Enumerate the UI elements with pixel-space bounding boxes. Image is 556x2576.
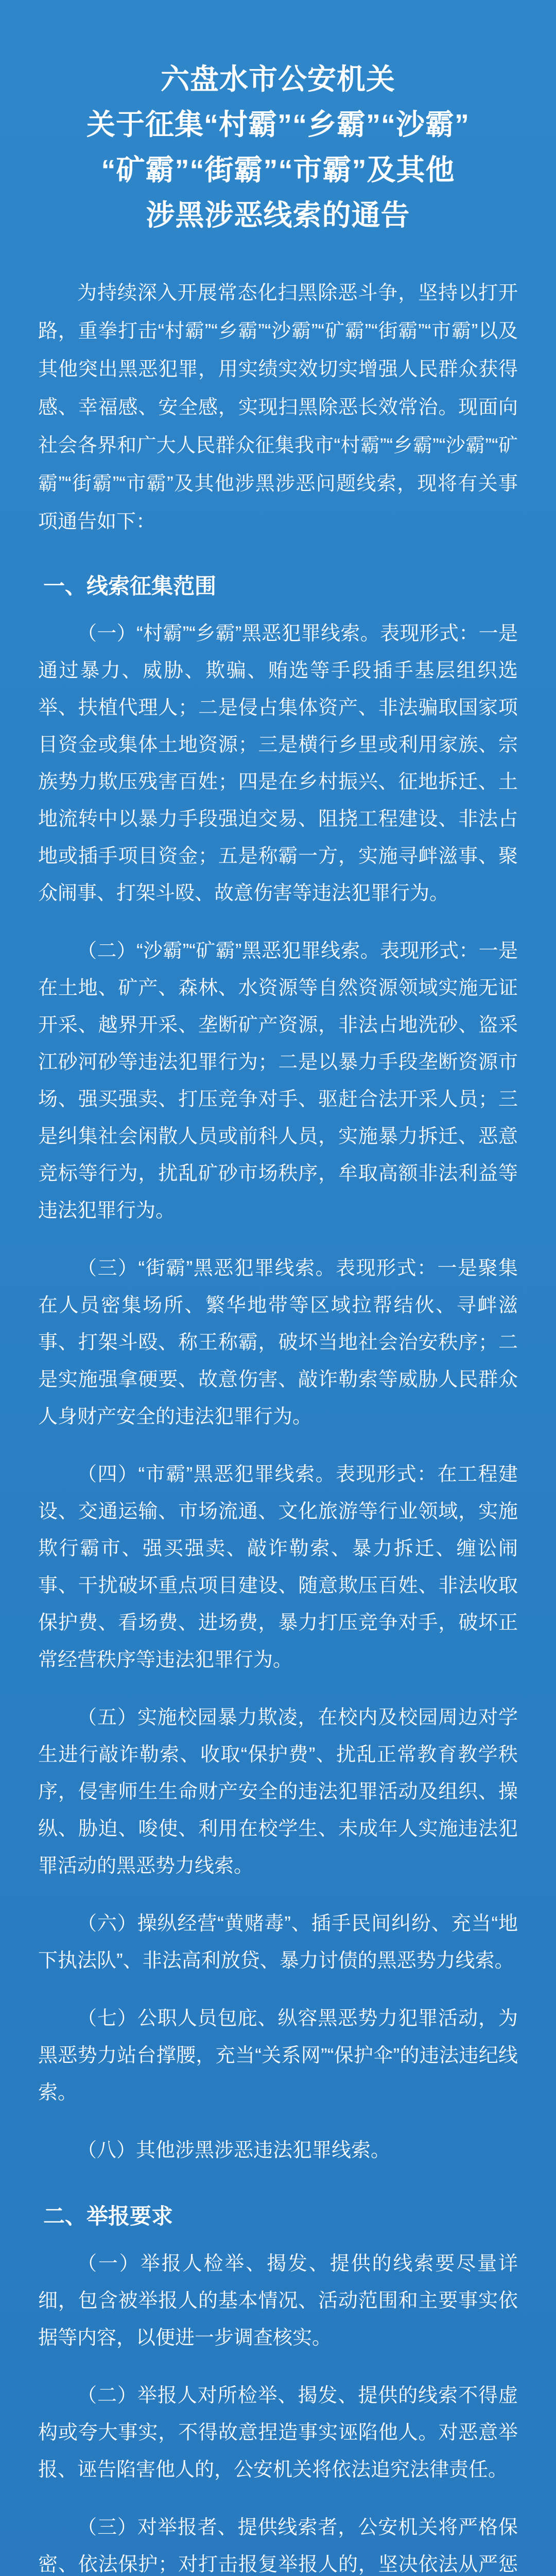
title-line: 六盘水市公安机关 bbox=[161, 63, 395, 95]
title-line: “矿霸”“街霸”“市霸”及其他 bbox=[101, 154, 455, 186]
section-paragraph: （二）举报人对所检举、揭发、提供的线索不得虚构或夸大事实，不得故意捏造事实诬陷他人。对恶意举报、诬告陷害他人的，公安机关将依法追究法律责任。 bbox=[38, 2385, 518, 2481]
section-paragraph: （一）“村霸”“乡霸”黑恶犯罪线索。表现形式：一是通过暴力、威胁、欺骗、贿选等手段插手基层组织选举、扶植代理人；二是侵占集体资产、非法骗取国家项目资金或集体土地资源；三是横行乡里或利用家族、宗族势力欺压残害百姓；四是在乡村振兴、征地拆迁、土地流转中以暴力手段强迫交易、阻挠工程建设、非法占地或插手项目资金；五是称霸一方，实施寻衅滋事、聚众闹事、打架斗殴、故意伤害等违法犯罪行为。 bbox=[38, 623, 518, 904]
notice-title bbox=[38, 0, 518, 238]
section-paragraph: （七）公职人员包庇、纵容黑恶势力犯罪活动，为黑恶势力站台撑腰，充当“关系网”“保护伞”的违法违纪线索。 bbox=[38, 2008, 518, 2104]
section-heading: 一、线索征集范围 bbox=[43, 574, 217, 598]
section-paragraph: （四）“市霸”黑恶犯罪线索。表现形式：在工程建设、交通运输、市场流通、文化旅游等行业领域，实施欺行霸市、强买强卖、敲诈勒索、暴力拆迁、缠讼闹事、干扰破坏重点项目建设、随意欺压百姓、非法收取保护费、看场费、进场费，暴力打压竞争对手，破坏正常经营秩序等违法犯罪行为。 bbox=[38, 1464, 518, 1671]
intro-paragraph: 为持续深入开展常态化扫黑除恶斗争，坚持以打开路，重拳打击“村霸”“乡霸”“沙霸”“矿霸”“街霸”“市霸”以及其他突出黑恶犯罪，用实绩实效切实增强人民群众获得感、幸福感、安全感，实现扫黑除恶长效常治。现面向社会各界和广大人民群众征集我市“村霸”“乡霸”“沙霸”“矿霸”“街霸”“市霸”及其他涉黑涉恶问题线索，现将有关事项通告如下： bbox=[38, 282, 518, 533]
section-paragraph: （三）对举报者、提供线索者，公安机关将严格保密、依法保护；对打击报复举报人的，坚决依法从严惩 bbox=[38, 2517, 518, 2575]
title-line: 关于征集“村霸”“乡霸”“沙霸” bbox=[86, 108, 470, 141]
section-paragraph: （六）操纵经营“黄赌毒”、插手民间纠纷、充当“地下执法队”、非法高利放贷、暴力讨债的黑恶势力线索。 bbox=[38, 1913, 518, 1972]
section-heading: 二、举报要求 bbox=[43, 2204, 173, 2228]
section-paragraph: （八）其他涉黑涉恶违法犯罪线索。 bbox=[77, 2140, 391, 2161]
section-paragraph: （二）“沙霸”“矿霸”黑恶犯罪线索。表现形式：一是在土地、矿产、森林、水资源等自然资源领域实施无证开采、越界开采、垄断矿产资源，非法占地洗砂、盗采江砂河砂等违法犯罪行为；二是以暴力手段垄断资源市场、强买强卖、打压竞争对手、驱赶合法开采人员；三是纠集社会闲散人员或前科人员，实施暴力拆迁、恶意竞标等行为，扰乱矿砂市场秩序，牟取高额非法利益等违法犯罪行为。 bbox=[38, 940, 518, 1222]
section-paragraph: （五）实施校园暴力欺凌，在校内及校园周边对学生进行敲诈勒索、收取“保护费”、扰乱正常教育教学秩序，侵害师生生命财产安全的违法犯罪活动及组织、操纵、胁迫、唆使、利用在校学生、未成年人实施违法犯罪活动的黑恶势力线索。 bbox=[38, 1707, 518, 1877]
section-paragraph: （三）“街霸”黑恶犯罪线索。表现形式：一是聚集在人员密集场所、繁华地带等区域拉帮结伙、寻衅滋事、打架斗殴、称王称霸，破坏当地社会治安秩序；二是实施强拿硬要、故意伤害、敲诈勒索等威胁人民群众人身财产安全的违法犯罪行为。 bbox=[38, 1258, 518, 1428]
title-line: 涉黑涉恶线索的通告 bbox=[146, 199, 410, 231]
section-paragraph: （一）举报人检举、揭发、提供的线索要尽量详细，包含被举报人的基本情况、活动范围和主要事实依据等内容，以便进一步调查核实。 bbox=[38, 2253, 518, 2349]
